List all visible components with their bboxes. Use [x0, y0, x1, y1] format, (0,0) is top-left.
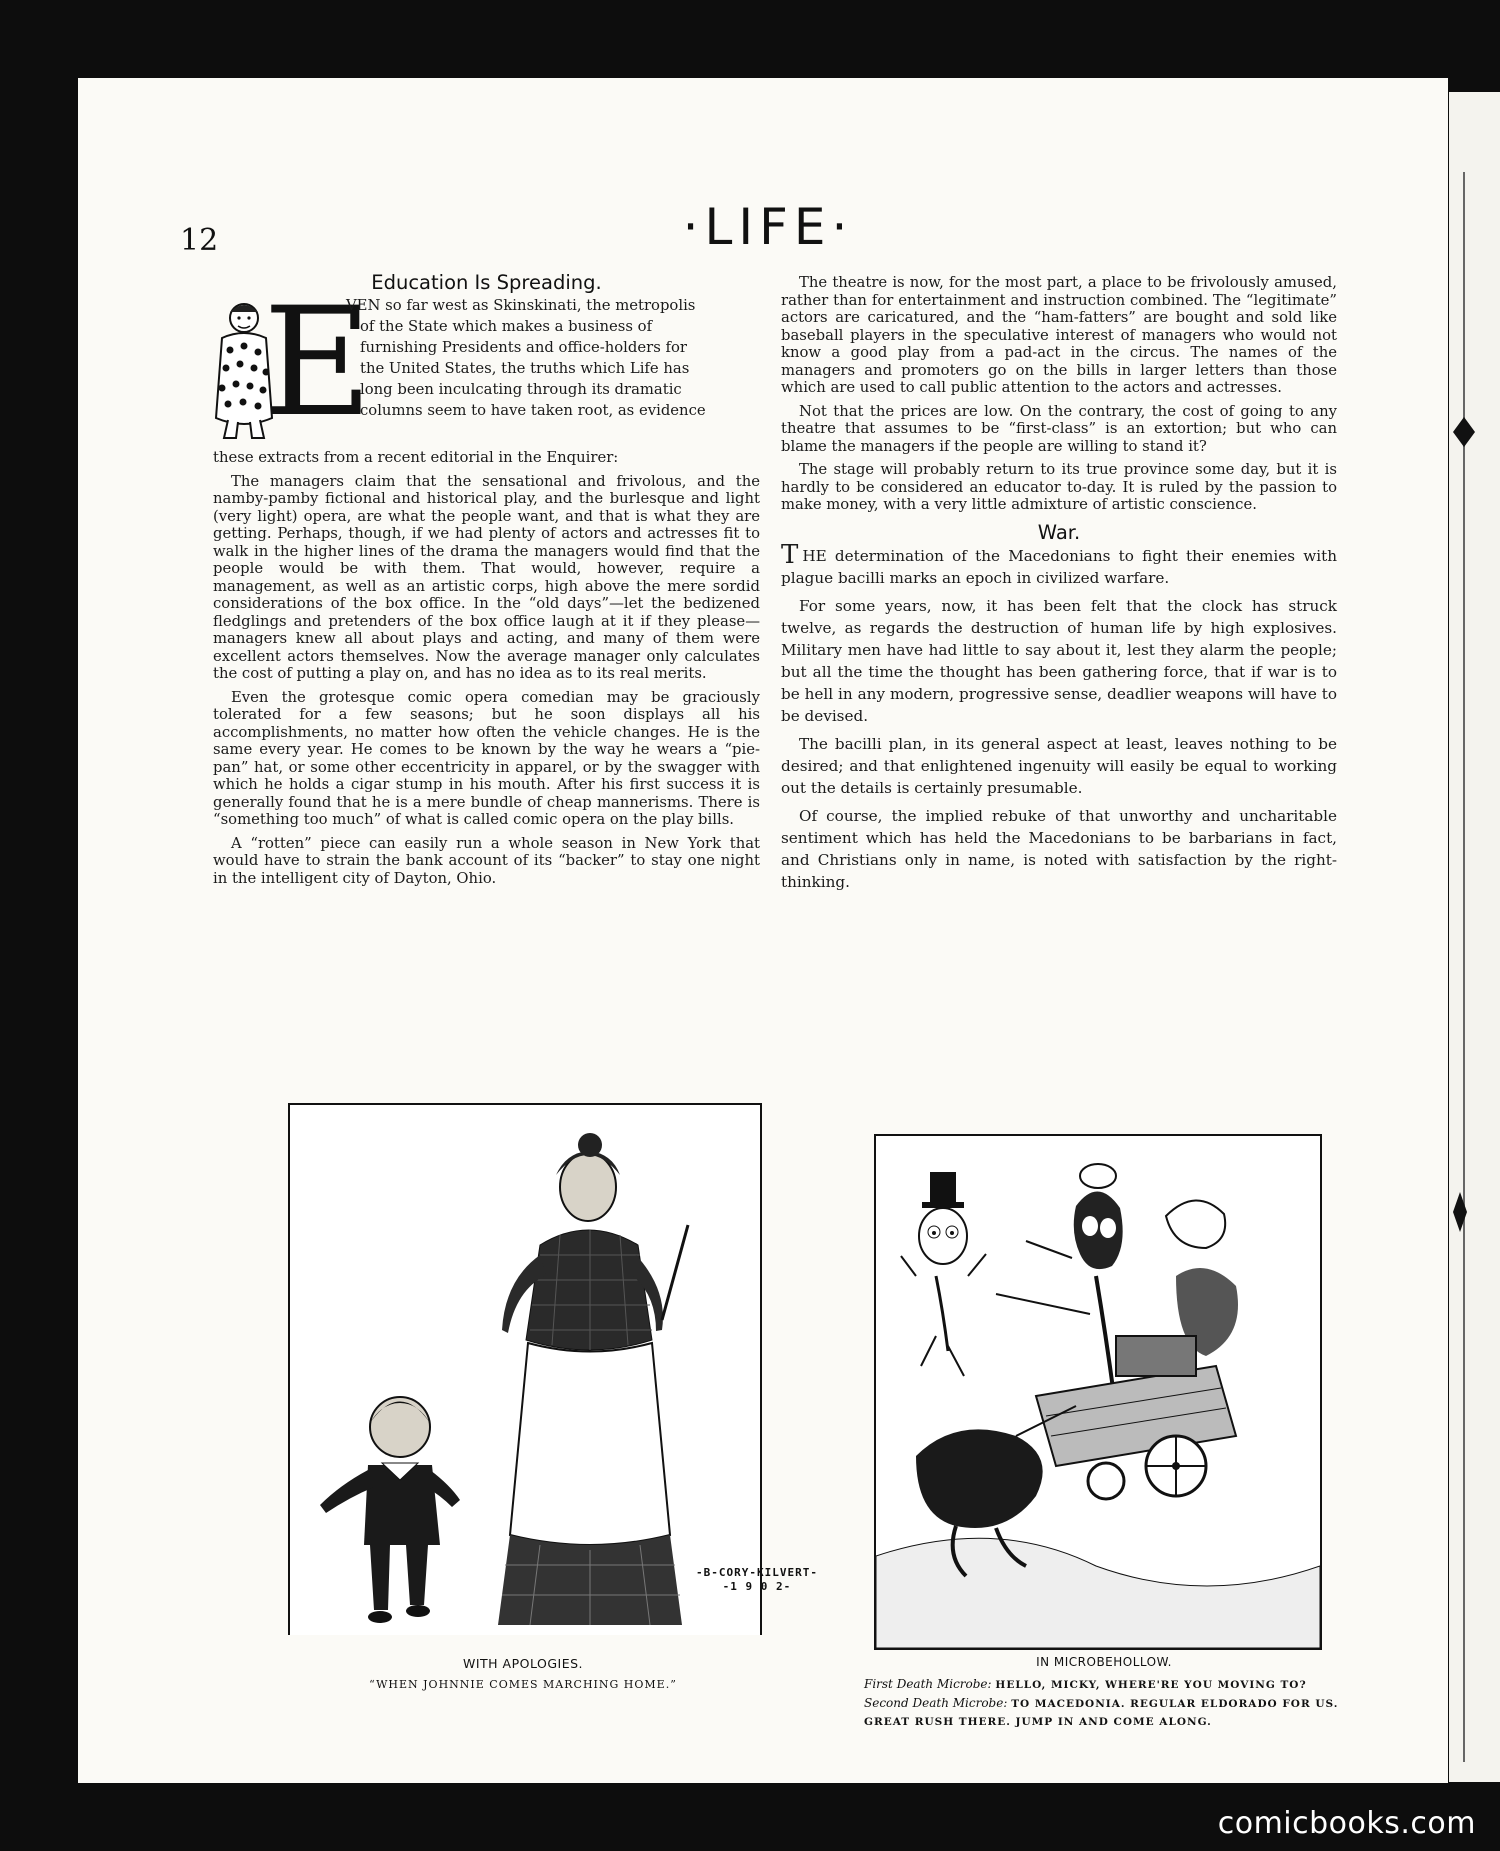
- dropcap-e: E: [263, 275, 373, 450]
- magazine-page: [78, 78, 1448, 1783]
- war-first-paragraph: [781, 540, 1337, 589]
- page-marker-icon: [1453, 417, 1475, 447]
- adjacent-page-rule: [1463, 172, 1465, 1762]
- headline-war: War.: [1037, 520, 1081, 544]
- intro-line: VEN so far west as Skinskinati, the metropolis: [346, 296, 696, 314]
- left-column: [213, 271, 760, 893]
- paragraph: A “rotten” piece can easily run a whole season in New York that would have to strain the bank account of its “backer” to stay one night in the intelligent city of Dayton, Ohio.: [213, 834, 760, 887]
- dialog-line-2: [864, 1694, 1344, 1713]
- intro-line: furnishing Presidents and office-holders for: [360, 338, 687, 356]
- intro-line: of the State which makes a business of: [360, 317, 653, 335]
- masthead-life: ·LIFE·: [682, 198, 854, 256]
- paragraph: The managers claim that the sensational and frivolous, and the namby-pamby fictional and historical play, and the burlesque and light (very light) opera, are what the people want, and that is what they are getting. Perhaps, though, if we had plenty of actors and actresses fit to walk in the higher lines of the drama the managers would find that the people would be with them. That would, however, require a management, as well as an artistic corps, high above the mere sordid considerations of the box office. In the “old days”—let the bedizened fledglings and pretenders of the box office laugh at it if they please—managers knew all about plays and acting, and many of them were excellent actors themselves. Now the average manager only calculates the cost of putting a play on, and has no idea as to its real merits.: [213, 472, 760, 682]
- paragraph: Not that the prices are low. On the contrary, the cost of going to any theatre that assumes to be “first-class” is an extortion; but who can blame the managers if the people are willing to stand it?: [781, 402, 1337, 455]
- right-caption: [864, 1653, 1344, 1731]
- paragraph: Even the grotesque comic opera comedian may be graciously tolerated for a few seasons; but he soon displays all his accomplishments, no matter how often the vehicle changes. He is the same every year. He comes to be known by the way he wears a “pie-pan” hat, or some other eccentricity in apparel, or by the swagger with which he holds a cigar stump in his mouth. After his first success it is generally found that he is a mere bundle of cheap mannerisms. There is “something too much” of what is called comic opera on the play bills.: [213, 688, 760, 828]
- intro-line: the United States, the truths which Life has: [360, 359, 690, 377]
- intro-line: long been inculcating through its dramatic: [360, 380, 682, 398]
- speaker-second-microbe: Second Death Microbe:: [864, 1696, 1008, 1710]
- illustration-microbe-wagon: [874, 1134, 1322, 1650]
- intro-continuation: these extracts from a recent editorial in the Enquirer:: [213, 448, 619, 466]
- dialog-line-1: [864, 1675, 1344, 1694]
- paragraph: The stage will probably return to its true province some day, but it is hardly to be considered an educator to-day. It is ruled by the passion to make money, with a very little admixture of artistic conscience.: [781, 461, 1337, 513]
- artist-signature: [696, 1566, 818, 1594]
- war-first-text: HE determination of the Macedonians to fight their enemies with plague bacilli marks an epoch in civilized warfare.: [781, 547, 1337, 587]
- site-watermark: comicbooks.com: [1217, 1806, 1476, 1841]
- left-caption-subtitle: “WHEN JOHNNIE COMES MARCHING HOME.”: [369, 1678, 677, 1691]
- paragraph: The bacilli plan, in its general aspect at least, leaves nothing to be desired; and that enlightened ingenuity will easily be equal to working out the details is certainly presumable.: [781, 735, 1337, 797]
- right-caption-title: IN MICROBEHOLLOW.: [1036, 1655, 1172, 1669]
- dialog-text-3: GREAT RUSH THERE. JUMP IN AND COME ALONG.: [864, 1716, 1212, 1728]
- dialog-text-1: HELLO, MICKY, WHERE'RE YOU MOVING TO?: [995, 1679, 1307, 1691]
- paragraph: Of course, the implied rebuke of that unworthy and uncharitable sentiment which has held the Macedonians to be barbarians in fact, and Christians only in name, is noted with satisfaction by the right-thinking.: [781, 807, 1337, 891]
- page-number: 12: [180, 223, 219, 258]
- dropcap-t: T: [781, 540, 799, 570]
- adjacent-page-edge: [1449, 92, 1500, 1782]
- speaker-first-microbe: First Death Microbe:: [864, 1677, 992, 1691]
- headline-education: Education Is Spreading.: [371, 271, 602, 294]
- signature-year: -1 9 0 2-: [722, 1580, 792, 1593]
- microbe-cartoon-drawing: [876, 1136, 1320, 1648]
- left-caption-title: WITH APOLOGIES.: [462, 1656, 584, 1671]
- dialog-text-2: TO MACEDONIA. REGULAR ELDORADO FOR US.: [1011, 1698, 1339, 1710]
- intro-line: columns seem to have taken root, as evidence: [360, 401, 706, 419]
- illustration-woman-and-boy: [288, 1103, 762, 1635]
- signature-name: -B-CORY-KILVERT-: [696, 1566, 818, 1579]
- paragraph: For some years, now, it has been felt that the clock has struck twelve, as regards the destruction of human life by high explosives. Military men have had little to say about it, lest they alarm the people; but all the time the thought has been gathering force, that if war is to be hell in any modern, progressive sense, deadlier weapons will have to be devised.: [781, 597, 1337, 725]
- right-column: [781, 274, 1337, 899]
- paragraph: The theatre is now, for the most part, a place to be frivolously amused, rather than for entertainment and instruction combined. The “legitimate” actors are caricatured, and the “ham-fatters” are bought and sold like baseball players in the speculative interest of managers who would not know a good play from a pad-act in the circus. The names of the managers and promoters go on the bills in larger letters than those which are used to call public attention to the actors and actresses.: [781, 274, 1337, 396]
- war-article: [781, 540, 1337, 893]
- woman-boy-drawing: [290, 1105, 760, 1635]
